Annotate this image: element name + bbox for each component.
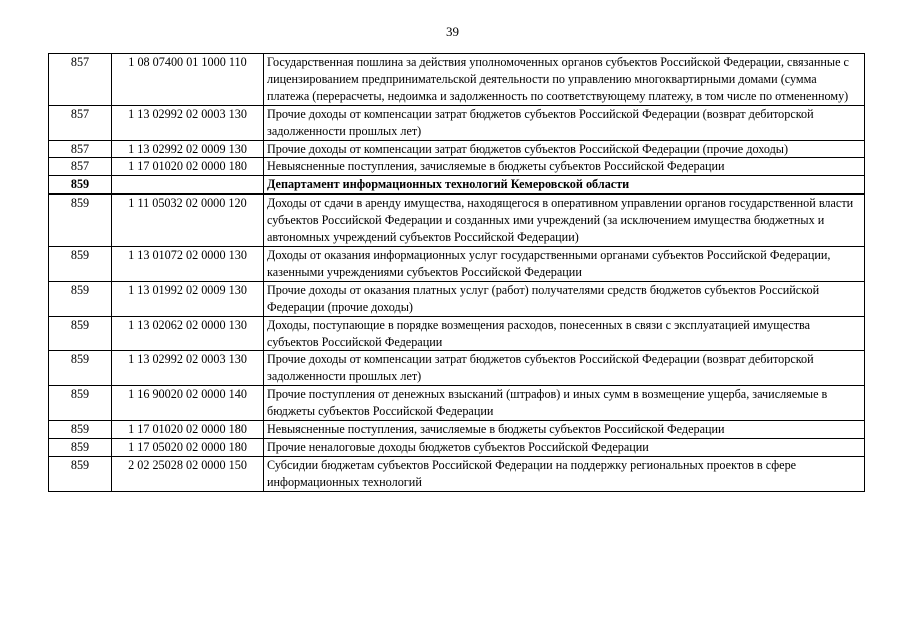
revenue-name-cell: Прочие доходы от оказания платных услуг (работ) получателями средств бюджетов субъектов Российской Федерации (прочие доходы) bbox=[264, 281, 865, 316]
revenue-name-cell: Прочие доходы от компенсации затрат бюджетов субъектов Российской Федерации (возврат дебиторской задолженности прошлых лет) bbox=[264, 351, 865, 386]
table-row bbox=[49, 158, 865, 176]
revenue-code-cell: 2 02 25028 02 0000 150 bbox=[112, 456, 264, 491]
revenue-code-cell: 1 11 05032 02 0000 120 bbox=[112, 194, 264, 246]
admin-code-cell: 859 bbox=[49, 351, 112, 386]
table-row bbox=[49, 456, 865, 491]
revenue-code-cell: 1 17 01020 02 0000 180 bbox=[112, 158, 264, 176]
revenue-code-cell: 1 13 01992 02 0009 130 bbox=[112, 281, 264, 316]
revenue-name-cell: Невыясненные поступления, зачисляемые в бюджеты субъектов Российской Федерации bbox=[264, 158, 865, 176]
revenue-code-cell: 1 17 05020 02 0000 180 bbox=[112, 438, 264, 456]
revenue-code-cell: 1 13 02992 02 0009 130 bbox=[112, 140, 264, 158]
admin-code-cell: 859 bbox=[49, 194, 112, 246]
table-row bbox=[49, 438, 865, 456]
table-row bbox=[49, 140, 865, 158]
admin-code-cell: 857 bbox=[49, 158, 112, 176]
table-row bbox=[49, 351, 865, 386]
admin-code-cell: 859 bbox=[49, 176, 112, 194]
admin-code-cell: 857 bbox=[49, 54, 112, 106]
table-row bbox=[49, 316, 865, 351]
table-row bbox=[49, 386, 865, 421]
admin-code-cell: 859 bbox=[49, 246, 112, 281]
revenue-code-cell: 1 16 90020 02 0000 140 bbox=[112, 386, 264, 421]
admin-code-cell: 859 bbox=[49, 421, 112, 439]
department-name-cell: Департамент информационных технологий Кемеровской области bbox=[264, 176, 865, 194]
admin-code-cell: 859 bbox=[49, 316, 112, 351]
revenue-name-cell: Доходы от сдачи в аренду имущества, находящегося в оперативном управлении органов государственной власти субъектов Российской Федерации и созданных ими учреждений (за исключением имущества бюджетных и автономных учреждений субъектов Российской Федерации) bbox=[264, 194, 865, 246]
department-header-row bbox=[49, 176, 865, 194]
revenue-name-cell: Государственная пошлина за действия уполномоченных органов субъектов Российской Федерации, связанные с лицензированием предпринимательской деятельности по управлению многоквартирными домами (сумма платежа (перерасчеты, недоимка и задолженность по соответствующему платежу, в том числе по отмененному) bbox=[264, 54, 865, 106]
revenue-code-cell: 1 13 02062 02 0000 130 bbox=[112, 316, 264, 351]
revenue-name-cell: Прочие поступления от денежных взысканий (штрафов) и иных сумм в возмещение ущерба, зачисляемые в бюджеты субъектов Российской Федерации bbox=[264, 386, 865, 421]
revenue-name-cell: Доходы, поступающие в порядке возмещения расходов, понесенных в связи с эксплуатацией имущества субъектов Российской Федерации bbox=[264, 316, 865, 351]
revenue-code-cell: 1 17 01020 02 0000 180 bbox=[112, 421, 264, 439]
table-row bbox=[49, 105, 865, 140]
revenue-name-cell: Субсидии бюджетам субъектов Российской Федерации на поддержку региональных проектов в сфере информационных технологий bbox=[264, 456, 865, 491]
table-row bbox=[49, 421, 865, 439]
revenue-name-cell: Прочие неналоговые доходы бюджетов субъектов Российской Федерации bbox=[264, 438, 865, 456]
revenue-name-cell: Прочие доходы от компенсации затрат бюджетов субъектов Российской Федерации (прочие доходы) bbox=[264, 140, 865, 158]
revenue-code-cell: 1 13 02992 02 0003 130 bbox=[112, 105, 264, 140]
revenue-code-cell: 1 13 01072 02 0000 130 bbox=[112, 246, 264, 281]
admin-code-cell: 859 bbox=[49, 438, 112, 456]
revenue-name-cell: Прочие доходы от компенсации затрат бюджетов субъектов Российской Федерации (возврат дебиторской задолженности прошлых лет) bbox=[264, 105, 865, 140]
page-number: 39 bbox=[446, 24, 459, 39]
admin-code-cell: 859 bbox=[49, 281, 112, 316]
revenue-code-cell bbox=[112, 176, 264, 194]
revenue-code-cell: 1 08 07400 01 1000 110 bbox=[112, 54, 264, 106]
table-row bbox=[49, 194, 865, 246]
revenue-codes-table bbox=[48, 53, 865, 492]
revenue-name-cell: Доходы от оказания информационных услуг государственными органами субъектов Российской Федерации, казенными учреждениями субъектов Российской Федерации bbox=[264, 246, 865, 281]
table-row bbox=[49, 281, 865, 316]
admin-code-cell: 859 bbox=[49, 456, 112, 491]
revenue-code-cell: 1 13 02992 02 0003 130 bbox=[112, 351, 264, 386]
revenue-name-cell: Невыясненные поступления, зачисляемые в бюджеты субъектов Российской Федерации bbox=[264, 421, 865, 439]
admin-code-cell: 859 bbox=[49, 386, 112, 421]
table-row bbox=[49, 246, 865, 281]
admin-code-cell: 857 bbox=[49, 140, 112, 158]
table-row bbox=[49, 54, 865, 106]
admin-code-cell: 857 bbox=[49, 105, 112, 140]
